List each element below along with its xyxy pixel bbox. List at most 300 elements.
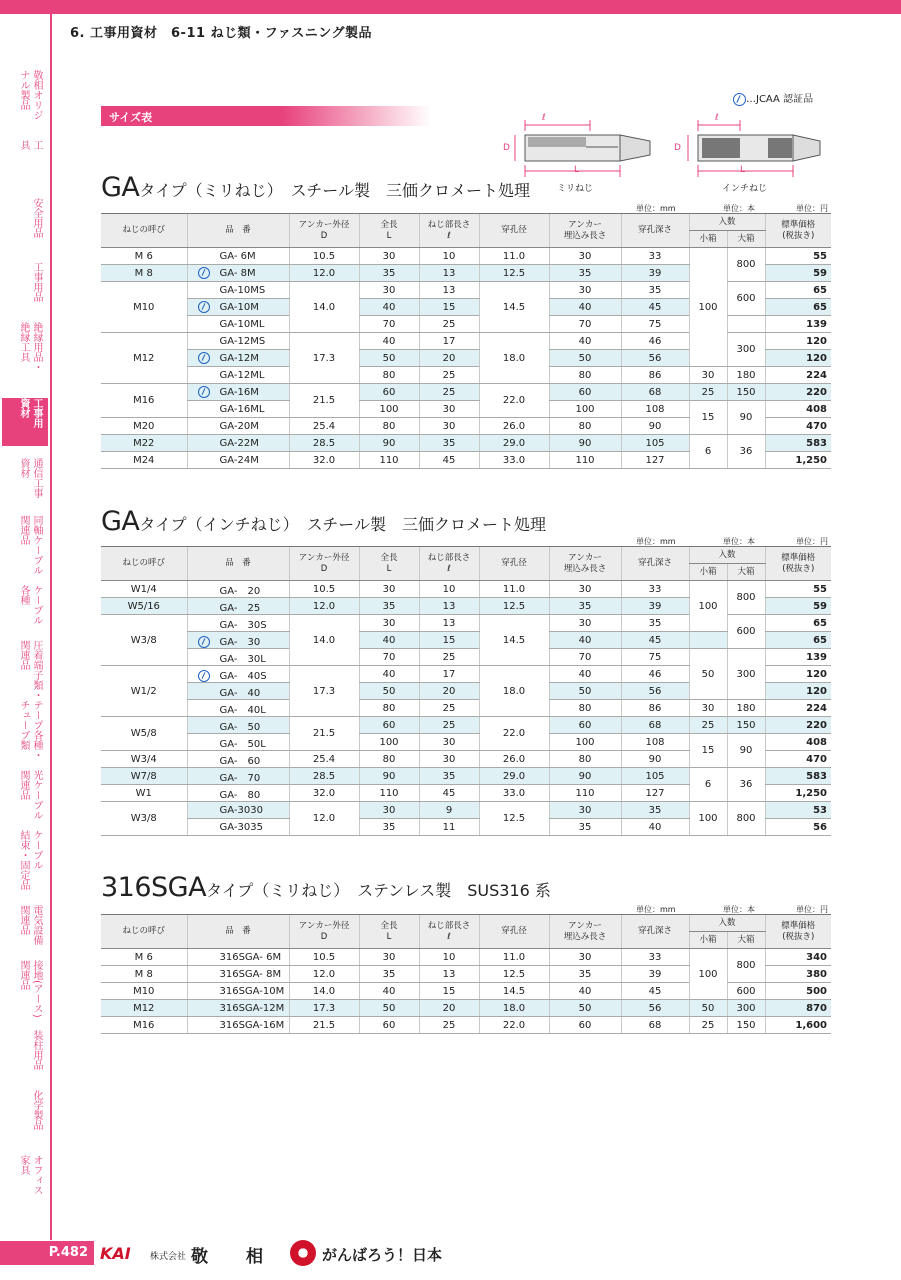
cell-length: 110 [359,452,419,469]
col-header-hole-depth-text: 穿孔深さ [637,558,672,568]
cell-part-number-text: GA-24M [219,455,259,466]
unit-label-pc: 単位：本 [723,537,755,546]
col-header-outer-diameter-text: アンカー外径 [298,219,350,230]
diagram-metric-thread-label: ℓ [542,113,546,123]
cell-hole-diameter: 12.5 [479,802,549,836]
cell-outer-diameter: 17.3 [289,1000,359,1017]
cell-length: 50 [359,350,419,367]
sidebar-category-label: 光ケーブル [31,770,42,820]
col-header-large-box-text: 大箱 [737,566,755,577]
cell-embed-length: 35 [549,819,621,836]
unit-label-mm: 単位：mm [636,537,676,546]
cell-length: 80 [359,418,419,435]
cell-part-number-text: GA-20M [219,421,259,432]
sidebar-category-10[interactable] [2,700,48,760]
cell-thread-length: 25 [419,1017,479,1034]
sidebar-category-label: 工事用品 [31,262,42,302]
sidebar-category-0[interactable] [2,70,48,130]
cell-call: W3/8 [101,802,187,836]
col-header-embed-length-text: アンカー [568,219,602,230]
sidebar-category-label: 関連品 [18,515,29,545]
jcaa-certified-icon [198,267,210,279]
cell-price: 55 [765,248,831,265]
cell-hole-depth: 45 [621,632,689,649]
cell-thread-length: 35 [419,435,479,452]
table-row [101,649,831,666]
cell-small-box: 100 [689,949,727,1000]
sidebar-category-label: 関連品 [18,770,29,800]
col-header-hole-diameter-text: 穿孔径 [501,926,527,936]
sidebar-category-14[interactable] [2,960,48,1020]
col-header-part [187,547,289,581]
cell-small-box: 100 [689,248,727,367]
col-header-hole-depth-text: 穿孔深さ [637,926,672,936]
cell-length: 80 [359,367,419,384]
cell-price: 224 [765,367,831,384]
cell-part-number [187,700,289,717]
cell-small-box: 30 [689,367,727,384]
sidebar-category-label: 関連品 [18,640,29,670]
sidebar-category-11[interactable] [2,770,48,830]
cell-hole-depth: 35 [621,282,689,299]
sidebar-category-label: 電気設備 [31,905,42,945]
size-table-label: サイズ表 [109,111,153,124]
cell-large-box: 36 [727,435,765,469]
cell-thread-length: 25 [419,316,479,333]
sidebar-category-label: 工事用 [31,398,42,428]
cell-embed-length: 50 [549,1000,621,1017]
cell-part-number [187,581,289,598]
cell-hole-diameter: 29.0 [479,435,549,452]
cell-price: 220 [765,384,831,401]
col-header-thread-length-text: ℓ [447,931,451,942]
cell-hole-diameter: 11.0 [479,949,549,966]
cell-part-number [187,649,289,666]
cell-thread-length: 45 [419,785,479,802]
cell-thread-length: 13 [419,265,479,282]
cell-length: 40 [359,333,419,350]
cell-hole-diameter: 12.5 [479,265,549,282]
cell-hole-depth: 90 [621,418,689,435]
cell-thread-length: 20 [419,350,479,367]
table-row [101,802,831,819]
table-row [101,248,831,265]
cell-hole-diameter: 18.0 [479,666,549,717]
top-accent-bar [0,0,901,14]
sidebar-category-label: 絶縁用品・ [31,322,42,372]
spec-table [101,213,831,469]
col-header-large-box [727,932,765,949]
cell-embed-length: 30 [549,282,621,299]
sidebar-category-9[interactable] [2,640,48,700]
col-header-outer-diameter-text: アンカー外径 [298,920,350,931]
cell-part-number-text: GA- 8M [219,268,256,279]
cell-outer-diameter: 12.0 [289,598,359,615]
sidebar-category-5[interactable] [2,398,48,446]
cell-outer-diameter: 21.5 [289,717,359,751]
cell-outer-diameter: 12.0 [289,966,359,983]
cell-hole-diameter: 12.5 [479,598,549,615]
col-header-length-text: 全長 [380,552,398,563]
cell-call: W1/4 [101,581,187,598]
cell-outer-diameter: 10.5 [289,581,359,598]
col-header-price [765,547,831,581]
cell-large-box: 600 [727,282,765,316]
cell-small-box: 100 [689,581,727,632]
cell-large-box: 180 [727,367,765,384]
cell-hole-diameter: 22.0 [479,717,549,751]
col-header-part [187,214,289,248]
cell-hole-diameter: 18.0 [479,333,549,384]
cell-part-number-text: GA- 60 [219,755,261,767]
cell-hole-depth: 108 [621,401,689,418]
col-header-embed-length [549,915,621,949]
col-header-outer-diameter-text: D [320,563,328,574]
cell-part-number [187,367,289,384]
col-header-price-text: 標準価格 [781,920,816,931]
jcaa-certified-icon [733,93,746,106]
cell-hole-diameter: 33.0 [479,452,549,469]
cell-hole-diameter: 12.5 [479,966,549,983]
col-header-embed-length-text: 埋込み長さ [563,230,607,241]
sidebar-category-15[interactable] [2,1030,48,1090]
cell-small-box: 15 [689,734,727,768]
cell-hole-diameter: 26.0 [479,418,549,435]
cell-hole-depth: 56 [621,683,689,700]
cell-price: 59 [765,598,831,615]
sidebar-category-label: 家具 [18,1155,29,1175]
col-header-outer-diameter [289,547,359,581]
cell-part-number-text: 316SGA-10M [219,986,285,997]
jcaa-certified-icon [198,670,210,682]
cell-embed-length: 60 [549,1017,621,1034]
cell-call: W1/2 [101,666,187,717]
table-row [101,949,831,966]
cell-length: 35 [359,966,419,983]
cell-hole-diameter: 22.0 [479,1017,549,1034]
col-header-thread-length-text: ねじ部長さ [427,552,471,563]
col-header-thread-length [419,547,479,581]
col-header-length [359,547,419,581]
jcaa-certified-icon [198,301,210,313]
col-header-quantity-text: 入数 [718,216,736,227]
cell-hole-depth: 56 [621,1000,689,1017]
sidebar-category-label: 同軸ケーブル [31,515,42,575]
cell-thread-length: 25 [419,700,479,717]
cell-small-box: 50 [689,649,727,700]
cell-hole-depth: 33 [621,581,689,598]
cell-length: 35 [359,819,419,836]
cell-price: 1,600 [765,1017,831,1034]
cell-hole-depth: 35 [621,802,689,819]
cell-embed-length: 30 [549,615,621,632]
cell-embed-length: 110 [549,452,621,469]
cell-length: 100 [359,401,419,418]
sidebar-category-7[interactable] [2,515,48,575]
col-header-part-text: 品 番 [225,225,251,235]
cell-call: M20 [101,418,187,435]
jcaa-legend-text: …JCAA 認証品 [746,94,814,105]
cell-price: 65 [765,615,831,632]
cell-outer-diameter: 10.5 [289,248,359,265]
cell-hole-depth: 46 [621,333,689,350]
col-header-thread-length-text: ねじ部長さ [427,219,471,230]
cell-large-box: 800 [727,248,765,282]
cell-small-box: 30 [689,700,727,717]
sidebar-category-13[interactable] [2,905,48,965]
cell-embed-length: 100 [549,401,621,418]
sidebar-category-label: 各種 [18,585,29,605]
col-header-part-text: 品 番 [225,558,251,568]
sidebar-category-6[interactable] [2,458,48,518]
sidebar-category-label: 敬相オリジ [31,70,42,120]
cell-hole-depth: 56 [621,350,689,367]
cell-small-box: 6 [689,768,727,802]
cell-large-box: 90 [727,401,765,435]
cell-hole-depth: 86 [621,700,689,717]
cell-length: 90 [359,768,419,785]
col-header-price [765,214,831,248]
sidebar-category-label: 関連品 [18,960,29,990]
cell-outer-diameter: 17.3 [289,333,359,384]
brand-slogan: がんばろう！日本 [322,1246,443,1264]
table-row [101,581,831,598]
cell-outer-diameter: 14.0 [289,615,359,666]
cell-price: 1,250 [765,452,831,469]
sidebar-divider [50,14,52,1240]
cell-thread-length: 45 [419,452,479,469]
sidebar-category-label: 安全用品 [31,198,42,238]
col-header-length [359,214,419,248]
table-row [101,1000,831,1017]
cell-embed-length: 80 [549,418,621,435]
cell-call: M22 [101,435,187,452]
cell-small-box [689,632,727,649]
table-row [101,768,831,785]
cell-thread-length: 25 [419,367,479,384]
cell-thread-length: 20 [419,683,479,700]
cell-part-number [187,350,289,367]
cell-length: 50 [359,683,419,700]
cell-outer-diameter: 17.3 [289,666,359,717]
cell-large-box [727,316,765,333]
diagram-inch-diameter-label: D [674,143,681,153]
col-header-hole-depth [621,214,689,248]
col-header-call [101,214,187,248]
table-row [101,632,831,649]
cell-call: M12 [101,333,187,384]
col-header-hole-diameter [479,214,549,248]
unit-label-yen: 単位：円 [796,204,828,213]
cell-length: 60 [359,384,419,401]
col-header-embed-length-text: 埋込み長さ [563,931,607,942]
col-header-large-box [727,564,765,581]
cell-part-number [187,418,289,435]
cell-length: 80 [359,700,419,717]
sidebar-category-label: オフィス [31,1155,42,1195]
section-title-model: GA [101,506,140,537]
unit-label-pc: 単位：本 [723,905,755,914]
sidebar-category-label: ケーブル [31,585,42,625]
sidebar-category-label: 関連品 [18,905,29,935]
table-row [101,700,831,717]
cell-part-number-text: GA-10MS [219,285,266,296]
spec-table [101,914,831,1034]
col-header-part-text: 品 番 [225,926,251,936]
cell-price: 470 [765,751,831,768]
unit-label-yen: 単位：円 [796,905,828,914]
unit-label-pc: 単位：本 [723,204,755,213]
cell-hole-depth: 33 [621,949,689,966]
sidebar-category-label: 化学製品 [31,1090,42,1130]
sidebar-category-label: 通信工事 [31,458,42,498]
page-number: P.482 [0,1241,94,1265]
cell-part-number-text: GA- 20 [219,585,261,597]
table-row [101,384,831,401]
cell-price: 870 [765,1000,831,1017]
col-header-small-box [689,231,727,248]
sidebar-category-1[interactable] [2,140,48,200]
cell-hole-depth: 90 [621,751,689,768]
col-header-length-text: 全長 [380,920,398,931]
cell-price: 408 [765,734,831,751]
sidebar-category-label: チューブ類 [18,700,29,750]
brand-name-first: 敬 [191,1247,208,1267]
table-row [101,435,831,452]
diagram-metric-diameter-label: D [503,143,510,153]
cell-hole-depth: 68 [621,1017,689,1034]
sidebar-category-label: 結束・固定品 [18,830,29,890]
cell-embed-length: 30 [549,248,621,265]
cell-price: 220 [765,717,831,734]
col-header-embed-length-text: アンカー [568,920,602,931]
cell-thread-length: 25 [419,384,479,401]
cell-length: 35 [359,265,419,282]
cell-embed-length: 30 [549,802,621,819]
sidebar-category-label: 工 [31,140,42,150]
cell-large-box: 36 [727,768,765,802]
cell-price: 56 [765,819,831,836]
col-header-price-text: (税抜き) [782,931,815,942]
cell-price: 139 [765,649,831,666]
cell-part-number [187,632,289,649]
table-row [101,734,831,751]
cell-part-number-text: 316SGA-16M [219,1020,285,1031]
cell-embed-length: 40 [549,632,621,649]
table-row [101,367,831,384]
sidebar-category-label: 資材 [18,398,29,418]
col-header-quantity-text: 入数 [718,549,736,560]
col-header-small-box-text: 小箱 [699,934,717,945]
sidebar-category-4[interactable] [2,322,48,382]
cell-part-number [187,819,289,836]
cell-length: 80 [359,751,419,768]
cell-part-number [187,384,289,401]
cell-part-number [187,949,289,966]
cell-thread-length: 17 [419,333,479,350]
cell-price: 380 [765,966,831,983]
cell-large-box: 150 [727,1017,765,1034]
sidebar-category-12[interactable] [2,830,48,890]
col-header-thread-length-text: ねじ部長さ [427,920,471,931]
cell-embed-length: 70 [549,316,621,333]
sidebar-category-label: 接地(アース) [31,960,42,1018]
cell-length: 40 [359,666,419,683]
cell-small-box: 50 [689,1000,727,1017]
cell-length: 90 [359,435,419,452]
cell-part-number [187,435,289,452]
cell-outer-diameter: 28.5 [289,768,359,785]
cell-call: M16 [101,384,187,418]
cell-hole-depth: 75 [621,649,689,666]
col-header-price-text: 標準価格 [781,552,816,563]
cell-length: 40 [359,632,419,649]
cell-part-number [187,734,289,751]
cell-price: 120 [765,350,831,367]
sidebar-category-label: 具 [18,140,29,150]
col-header-large-box-text: 大箱 [737,934,755,945]
cell-part-number-text: GA-10M [219,302,259,313]
cell-large-box: 300 [727,333,765,367]
sidebar-category-17[interactable] [2,1155,48,1215]
cell-outer-diameter: 21.5 [289,384,359,418]
cell-outer-diameter: 12.0 [289,802,359,836]
cell-embed-length: 50 [549,683,621,700]
sidebar-category-2[interactable] [2,198,48,258]
page-header-title: 6. 工事用資材 6-11 ねじ類・ファスニング製品 [70,26,373,41]
cell-hole-depth: 108 [621,734,689,751]
cell-outer-diameter: 12.0 [289,265,359,282]
col-header-length-text: L [386,563,392,574]
cell-small-box: 25 [689,717,727,734]
cell-price: 55 [765,581,831,598]
col-header-embed-length-text: 埋込み長さ [563,563,607,574]
cell-embed-length: 40 [549,299,621,316]
table-row [101,1017,831,1034]
cell-thread-length: 10 [419,581,479,598]
cell-large-box: 300 [727,1000,765,1017]
cell-part-number [187,299,289,316]
cell-embed-length: 80 [549,700,621,717]
sidebar-category-8[interactable] [2,585,48,645]
col-header-quantity [689,547,765,564]
cell-embed-length: 35 [549,598,621,615]
cell-call: W1 [101,785,187,802]
cell-length: 30 [359,282,419,299]
diagram-metric-caption: ミリねじ [557,184,594,194]
cell-part-number-text: 316SGA-12M [219,1003,285,1014]
cell-thread-length: 11 [419,819,479,836]
section-title [101,872,551,903]
col-header-outer-diameter-text: アンカー外径 [298,552,350,563]
col-header-embed-length-text: アンカー [568,552,602,563]
cell-hole-diameter: 14.5 [479,282,549,333]
cell-embed-length: 80 [549,367,621,384]
cell-call: M 8 [101,265,187,282]
cell-call: W5/8 [101,717,187,751]
cell-call: W3/8 [101,615,187,666]
cell-hole-depth: 39 [621,966,689,983]
sidebar-category-3[interactable] [2,262,48,322]
sidebar-category-label: 装柱用品 [31,1030,42,1070]
cell-length: 40 [359,299,419,316]
cell-embed-length: 35 [549,265,621,282]
sidebar-category-16[interactable] [2,1090,48,1150]
col-header-call [101,915,187,949]
table-row [101,717,831,734]
col-header-length-text: L [386,931,392,942]
cell-part-number-text: GA- 70 [219,772,261,784]
